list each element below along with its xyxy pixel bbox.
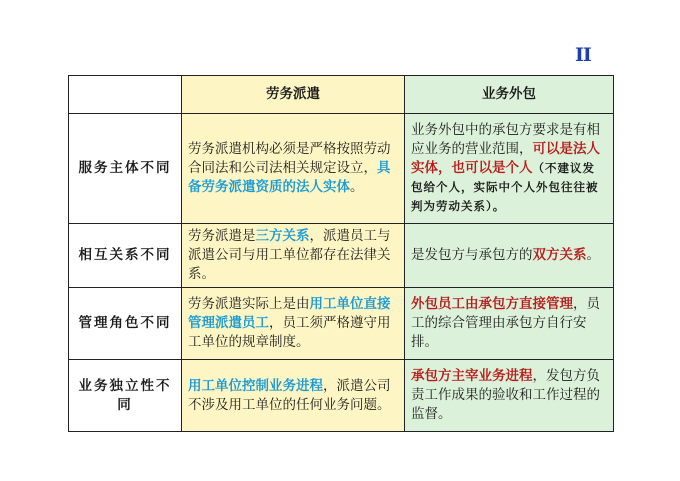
row-label: 服务主体不同 [69, 114, 182, 224]
cell-text: 劳务派遣实际上是由 [188, 296, 310, 312]
cell-highlight: 三方关系 [255, 228, 310, 244]
cell-text: 是发包方与承包方的 [411, 247, 533, 263]
outsource-cell [405, 224, 614, 288]
cell-text: ，员工须严格遵守用工单位的规章制度。 [188, 315, 391, 350]
header-empty-cell [69, 76, 182, 114]
dispatch-cell [182, 224, 405, 288]
comparison-table [68, 75, 614, 432]
header-dispatch: 劳务派遣 [182, 76, 405, 114]
cell-text: 。 [586, 247, 600, 263]
table-header-row [69, 76, 614, 114]
outsource-cell [405, 288, 614, 360]
row-label: 相互关系不同 [69, 224, 182, 288]
cell-highlight: 双方关系 [532, 247, 587, 263]
cell-highlight: 具备劳务派遣资质的法人实体 [188, 160, 391, 195]
cell-highlight: 可以是法人实体，也可以是个人 [411, 141, 600, 176]
cell-text: 。 [350, 179, 364, 195]
table-row [69, 360, 614, 432]
cell-text: ，派遣员工与派遣公司与用工单位都存在法律关系。 [188, 228, 391, 282]
row-label: 管理角色不同 [69, 288, 182, 360]
header-outsource: 业务外包 [405, 76, 614, 114]
table-row [69, 114, 614, 224]
cell-note: （不建议发包给个人，实际中个人外包往往被判为劳动关系）。 [411, 161, 599, 213]
dispatch-cell [182, 288, 405, 360]
row-label: 业务独立性不同 [69, 360, 182, 432]
table-row [69, 224, 614, 288]
cell-text: 劳务派遣是 [188, 228, 256, 244]
cell-text: 劳务派遣机构必须是严格按照劳动合同法和公司法相关规定设立， [188, 141, 391, 176]
page-number-mark: II [575, 44, 591, 66]
cell-text: ，派遣公司不涉及用工单位的任何业务问题。 [188, 377, 391, 413]
dispatch-cell [182, 360, 405, 432]
cell-highlight: 用工单位控制业务进程 [188, 377, 323, 394]
cell-text: ，员工的综合管理由承包方自行安排。 [411, 296, 600, 350]
dispatch-cell [182, 114, 405, 224]
outsource-cell [405, 360, 614, 432]
cell-text: ，发包方负责工作成果的验收和工作过程的监督。 [411, 368, 600, 422]
cell-text: 业务外包中的承包方要求是有相应业务的营业范围， [411, 122, 600, 157]
cell-highlight: 外包员工由承包方直接管理 [411, 296, 573, 312]
outsource-cell [405, 114, 614, 224]
cell-highlight: 承包方主宰业务进程 [411, 368, 533, 384]
table-row [69, 288, 614, 360]
cell-highlight: 用工单位直接管理派遣员工 [188, 296, 391, 331]
